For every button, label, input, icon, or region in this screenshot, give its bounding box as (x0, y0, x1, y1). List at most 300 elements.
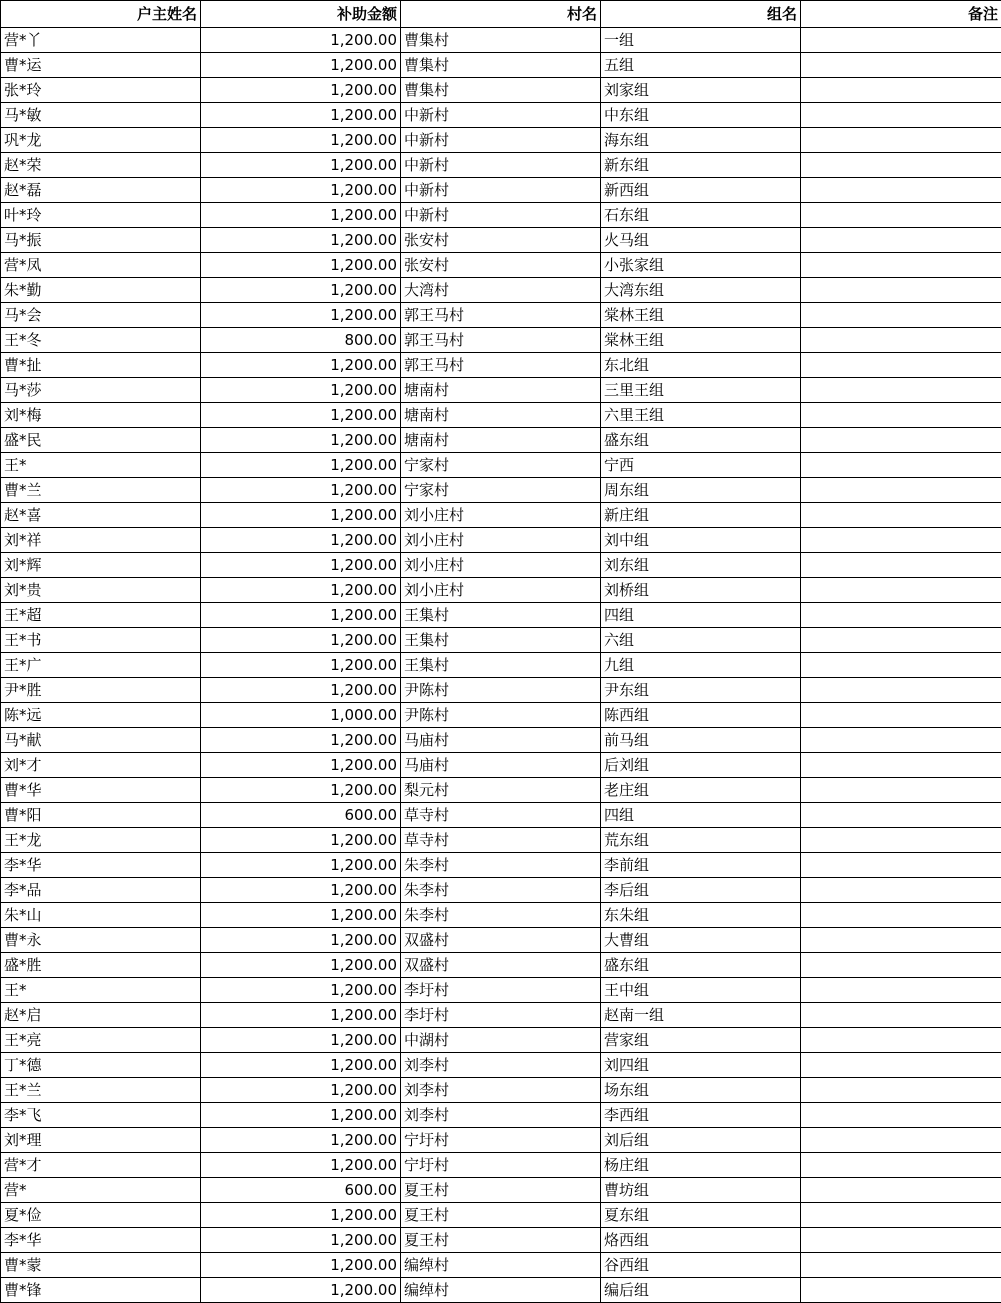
group-cell[interactable]: 后刘组 (601, 753, 801, 778)
village-cell[interactable]: 曹集村 (401, 53, 601, 78)
village-cell[interactable]: 朱李村 (401, 853, 601, 878)
subsidy-amount-cell[interactable]: 1,200.00 (201, 103, 401, 128)
subsidy-amount-cell[interactable]: 1,200.00 (201, 428, 401, 453)
group-cell[interactable]: 三里王组 (601, 378, 801, 403)
note-cell[interactable] (801, 1028, 1001, 1053)
subsidy-amount-cell[interactable]: 600.00 (201, 1178, 401, 1203)
village-cell[interactable]: 郭王马村 (401, 328, 601, 353)
village-cell[interactable]: 宁圩村 (401, 1128, 601, 1153)
household-name-cell[interactable]: 陈*远 (1, 703, 201, 728)
table-row (1, 653, 1001, 678)
household-name-cell[interactable]: 刘*才 (1, 753, 201, 778)
subsidy-amount-cell[interactable]: 1,200.00 (201, 1053, 401, 1078)
table-row (1, 553, 1001, 578)
household-name-cell[interactable]: 李*华 (1, 853, 201, 878)
household-name-cell[interactable]: 马*敏 (1, 103, 201, 128)
group-cell[interactable]: 场东组 (601, 1078, 801, 1103)
note-cell[interactable] (801, 328, 1001, 353)
note-cell[interactable] (801, 928, 1001, 953)
village-cell[interactable]: 宁家村 (401, 478, 601, 503)
group-cell[interactable]: 新庄组 (601, 503, 801, 528)
table-row (1, 1003, 1001, 1028)
subsidy-amount-cell[interactable]: 1,200.00 (201, 128, 401, 153)
table-row (1, 1128, 1001, 1153)
header-row (1, 1, 1001, 28)
village-cell[interactable]: 马庙村 (401, 728, 601, 753)
table-row (1, 78, 1001, 103)
table-row (1, 903, 1001, 928)
note-cell[interactable] (801, 978, 1001, 1003)
village-cell[interactable]: 曹集村 (401, 28, 601, 53)
note-cell[interactable] (801, 553, 1001, 578)
note-cell[interactable] (801, 603, 1001, 628)
subsidy-amount-cell[interactable]: 1,200.00 (201, 378, 401, 403)
table-row (1, 378, 1001, 403)
village-cell[interactable]: 尹陈村 (401, 678, 601, 703)
note-cell[interactable] (801, 953, 1001, 978)
group-cell[interactable]: 四组 (601, 803, 801, 828)
household-name-cell[interactable]: 马*振 (1, 228, 201, 253)
note-cell[interactable] (801, 878, 1001, 903)
subsidy-amount-cell[interactable]: 1,200.00 (201, 178, 401, 203)
village-cell[interactable]: 刘李村 (401, 1103, 601, 1128)
household-name-cell[interactable]: 盛*民 (1, 428, 201, 453)
note-cell[interactable] (801, 278, 1001, 303)
note-cell[interactable] (801, 1178, 1001, 1203)
table-row (1, 603, 1001, 628)
group-cell[interactable]: 中东组 (601, 103, 801, 128)
group-cell[interactable]: 五组 (601, 53, 801, 78)
village-cell[interactable]: 中新村 (401, 178, 601, 203)
household-name-cell[interactable]: 王* (1, 978, 201, 1003)
subsidy-amount-cell[interactable]: 1,200.00 (201, 1253, 401, 1278)
group-cell[interactable]: 李西组 (601, 1103, 801, 1128)
village-cell[interactable]: 郭王马村 (401, 353, 601, 378)
subsidy-amount-cell[interactable]: 1,200.00 (201, 353, 401, 378)
group-cell[interactable]: 陈西组 (601, 703, 801, 728)
note-cell[interactable] (801, 228, 1001, 253)
subsidy-amount-cell[interactable]: 1,200.00 (201, 1203, 401, 1228)
subsidy-amount-cell[interactable]: 1,200.00 (201, 728, 401, 753)
group-cell[interactable]: 荒东组 (601, 828, 801, 853)
group-cell[interactable]: 周东组 (601, 478, 801, 503)
note-cell[interactable] (801, 378, 1001, 403)
note-cell[interactable] (801, 628, 1001, 653)
household-name-cell[interactable]: 朱*勤 (1, 278, 201, 303)
note-cell[interactable] (801, 1203, 1001, 1228)
village-cell[interactable]: 夏王村 (401, 1178, 601, 1203)
table-row (1, 1078, 1001, 1103)
note-cell[interactable] (801, 1253, 1001, 1278)
note-cell[interactable] (801, 653, 1001, 678)
village-cell[interactable]: 张安村 (401, 253, 601, 278)
subsidy-amount-cell[interactable]: 1,200.00 (201, 503, 401, 528)
group-cell[interactable]: 李后组 (601, 878, 801, 903)
village-cell[interactable]: 宁圩村 (401, 1153, 601, 1178)
subsidy-amount-cell[interactable]: 1,200.00 (201, 903, 401, 928)
village-cell[interactable]: 中新村 (401, 128, 601, 153)
note-cell[interactable] (801, 828, 1001, 853)
group-cell[interactable]: 曹坊组 (601, 1178, 801, 1203)
village-cell[interactable]: 塘南村 (401, 403, 601, 428)
group-cell[interactable]: 东北组 (601, 353, 801, 378)
note-cell[interactable] (801, 403, 1001, 428)
note-cell[interactable] (801, 1053, 1001, 1078)
table-row (1, 28, 1001, 53)
household-name-cell[interactable]: 赵*喜 (1, 503, 201, 528)
village-cell[interactable]: 刘小庄村 (401, 503, 601, 528)
subsidy-amount-cell[interactable]: 1,000.00 (201, 703, 401, 728)
household-name-cell[interactable]: 王*龙 (1, 828, 201, 853)
group-cell[interactable]: 石东组 (601, 203, 801, 228)
note-cell[interactable] (801, 53, 1001, 78)
note-cell[interactable] (801, 1078, 1001, 1103)
table-row (1, 353, 1001, 378)
note-cell[interactable] (801, 853, 1001, 878)
village-cell[interactable]: 刘小庄村 (401, 578, 601, 603)
table-row (1, 203, 1001, 228)
note-cell[interactable] (801, 1228, 1001, 1253)
group-cell[interactable]: 新西组 (601, 178, 801, 203)
household-name-cell[interactable]: 曹*永 (1, 928, 201, 953)
subsidy-amount-cell[interactable]: 1,200.00 (201, 853, 401, 878)
household-name-cell[interactable]: 刘*理 (1, 1128, 201, 1153)
village-cell[interactable]: 编绰村 (401, 1253, 601, 1278)
group-cell[interactable]: 大曹组 (601, 928, 801, 953)
village-cell[interactable]: 王集村 (401, 628, 601, 653)
household-name-cell[interactable]: 王*冬 (1, 328, 201, 353)
group-cell[interactable]: 刘东组 (601, 553, 801, 578)
group-cell[interactable]: 盛东组 (601, 953, 801, 978)
household-name-cell[interactable]: 王*兰 (1, 1078, 201, 1103)
household-name-cell[interactable]: 王* (1, 453, 201, 478)
header-village[interactable]: 村名 (401, 1, 601, 28)
household-name-cell[interactable]: 朱*山 (1, 903, 201, 928)
note-cell[interactable] (801, 453, 1001, 478)
group-cell[interactable]: 九组 (601, 653, 801, 678)
village-cell[interactable]: 中新村 (401, 153, 601, 178)
subsidy-amount-cell[interactable]: 1,200.00 (201, 878, 401, 903)
household-name-cell[interactable]: 曹*锋 (1, 1278, 201, 1303)
household-name-cell[interactable]: 李*飞 (1, 1103, 201, 1128)
subsidy-amount-cell[interactable]: 1,200.00 (201, 478, 401, 503)
note-cell[interactable] (801, 478, 1001, 503)
group-cell[interactable]: 棠林王组 (601, 328, 801, 353)
group-cell[interactable]: 夏东组 (601, 1203, 801, 1228)
group-cell[interactable]: 刘家组 (601, 78, 801, 103)
village-cell[interactable]: 编绰村 (401, 1278, 601, 1303)
note-cell[interactable] (801, 253, 1001, 278)
group-cell[interactable]: 刘四组 (601, 1053, 801, 1078)
group-cell[interactable]: 盛东组 (601, 428, 801, 453)
note-cell[interactable] (801, 1003, 1001, 1028)
note-cell[interactable] (801, 728, 1001, 753)
household-name-cell[interactable]: 王*书 (1, 628, 201, 653)
household-name-cell[interactable]: 赵*启 (1, 1003, 201, 1028)
household-name-cell[interactable]: 夏*俭 (1, 1203, 201, 1228)
group-cell[interactable]: 新东组 (601, 153, 801, 178)
household-name-cell[interactable]: 营* (1, 1178, 201, 1203)
table-row (1, 753, 1001, 778)
subsidy-amount-cell[interactable]: 1,200.00 (201, 1028, 401, 1053)
table-row (1, 678, 1001, 703)
group-cell[interactable]: 一组 (601, 28, 801, 53)
note-cell[interactable] (801, 1103, 1001, 1128)
table-row (1, 1028, 1001, 1053)
household-name-cell[interactable]: 马*会 (1, 303, 201, 328)
household-name-cell[interactable]: 刘*祥 (1, 528, 201, 553)
table-row (1, 153, 1001, 178)
household-name-cell[interactable]: 马*献 (1, 728, 201, 753)
household-name-cell[interactable]: 尹*胜 (1, 678, 201, 703)
note-cell[interactable] (801, 678, 1001, 703)
subsidy-amount-cell[interactable]: 1,200.00 (201, 653, 401, 678)
group-cell[interactable]: 尹东组 (601, 678, 801, 703)
village-cell[interactable]: 中湖村 (401, 1028, 601, 1053)
table-row (1, 228, 1001, 253)
note-cell[interactable] (801, 703, 1001, 728)
subsidy-amount-cell[interactable]: 1,200.00 (201, 553, 401, 578)
subsidy-amount-cell[interactable]: 1,200.00 (201, 628, 401, 653)
village-cell[interactable]: 中新村 (401, 203, 601, 228)
note-cell[interactable] (801, 903, 1001, 928)
household-name-cell[interactable]: 盛*胜 (1, 953, 201, 978)
village-cell[interactable]: 双盛村 (401, 928, 601, 953)
village-cell[interactable]: 刘李村 (401, 1053, 601, 1078)
subsidy-amount-cell[interactable]: 1,200.00 (201, 1003, 401, 1028)
subsidy-amount-cell[interactable]: 1,200.00 (201, 53, 401, 78)
village-cell[interactable]: 梨元村 (401, 778, 601, 803)
table-row (1, 278, 1001, 303)
household-name-cell[interactable]: 李*华 (1, 1228, 201, 1253)
group-cell[interactable]: 前马组 (601, 728, 801, 753)
group-cell[interactable]: 谷西组 (601, 1253, 801, 1278)
group-cell[interactable]: 火马组 (601, 228, 801, 253)
village-cell[interactable]: 王集村 (401, 653, 601, 678)
note-cell[interactable] (801, 753, 1001, 778)
table-row (1, 853, 1001, 878)
subsidy-amount-cell[interactable]: 1,200.00 (201, 228, 401, 253)
note-cell[interactable] (801, 103, 1001, 128)
table-row (1, 1153, 1001, 1178)
table-row (1, 778, 1001, 803)
household-name-cell[interactable]: 马*莎 (1, 378, 201, 403)
subsidy-amount-cell[interactable]: 1,200.00 (201, 978, 401, 1003)
subsidy-amount-cell[interactable]: 1,200.00 (201, 303, 401, 328)
group-cell[interactable]: 营家组 (601, 1028, 801, 1053)
header-household-name[interactable]: 户主姓名 (1, 1, 201, 28)
table-row (1, 428, 1001, 453)
subsidy-amount-cell[interactable]: 1,200.00 (201, 203, 401, 228)
village-cell[interactable]: 朱李村 (401, 903, 601, 928)
group-cell[interactable]: 杨庄组 (601, 1153, 801, 1178)
village-cell[interactable]: 尹陈村 (401, 703, 601, 728)
header-subsidy-amount[interactable]: 补助金额 (201, 1, 401, 28)
note-cell[interactable] (801, 128, 1001, 153)
household-name-cell[interactable]: 赵*荣 (1, 153, 201, 178)
note-cell[interactable] (801, 528, 1001, 553)
village-cell[interactable]: 刘小庄村 (401, 553, 601, 578)
table-row (1, 878, 1001, 903)
household-name-cell[interactable]: 巩*龙 (1, 128, 201, 153)
group-cell[interactable]: 海东组 (601, 128, 801, 153)
household-name-cell[interactable]: 曹*兰 (1, 478, 201, 503)
household-name-cell[interactable]: 曹*蒙 (1, 1253, 201, 1278)
subsidy-amount-cell[interactable]: 1,200.00 (201, 778, 401, 803)
village-cell[interactable]: 王集村 (401, 603, 601, 628)
village-cell[interactable]: 中新村 (401, 103, 601, 128)
note-cell[interactable] (801, 1153, 1001, 1178)
group-cell[interactable]: 烙西组 (601, 1228, 801, 1253)
subsidy-amount-cell[interactable]: 1,200.00 (201, 928, 401, 953)
group-cell[interactable]: 刘后组 (601, 1128, 801, 1153)
note-cell[interactable] (801, 303, 1001, 328)
subsidy-amount-cell[interactable]: 1,200.00 (201, 678, 401, 703)
table-row (1, 53, 1001, 78)
note-cell[interactable] (801, 203, 1001, 228)
subsidy-amount-cell[interactable]: 1,200.00 (201, 1103, 401, 1128)
note-cell[interactable] (801, 178, 1001, 203)
note-cell[interactable] (801, 1278, 1001, 1303)
household-name-cell[interactable]: 曹*扯 (1, 353, 201, 378)
table-row (1, 328, 1001, 353)
household-name-cell[interactable]: 营*凤 (1, 253, 201, 278)
note-cell[interactable] (801, 28, 1001, 53)
subsidy-amount-cell[interactable]: 1,200.00 (201, 828, 401, 853)
village-cell[interactable]: 曹集村 (401, 78, 601, 103)
village-cell[interactable]: 刘小庄村 (401, 528, 601, 553)
group-cell[interactable]: 四组 (601, 603, 801, 628)
household-name-cell[interactable]: 赵*磊 (1, 178, 201, 203)
group-cell[interactable]: 小张家组 (601, 253, 801, 278)
household-name-cell[interactable]: 李*品 (1, 878, 201, 903)
subsidy-amount-cell[interactable]: 1,200.00 (201, 278, 401, 303)
group-cell[interactable]: 李前组 (601, 853, 801, 878)
household-name-cell[interactable]: 刘*辉 (1, 553, 201, 578)
table-row (1, 1178, 1001, 1203)
subsidy-amount-cell[interactable]: 1,200.00 (201, 453, 401, 478)
table-row (1, 178, 1001, 203)
household-name-cell[interactable]: 曹*运 (1, 53, 201, 78)
village-cell[interactable]: 张安村 (401, 228, 601, 253)
subsidy-amount-cell[interactable]: 1,200.00 (201, 28, 401, 53)
household-name-cell[interactable]: 王*广 (1, 653, 201, 678)
village-cell[interactable]: 塘南村 (401, 428, 601, 453)
table-row (1, 578, 1001, 603)
table-row (1, 1053, 1001, 1078)
household-name-cell[interactable]: 曹*阳 (1, 803, 201, 828)
village-cell[interactable]: 双盛村 (401, 953, 601, 978)
table-row (1, 1228, 1001, 1253)
subsidy-amount-cell[interactable]: 1,200.00 (201, 953, 401, 978)
group-cell[interactable]: 赵南一组 (601, 1003, 801, 1028)
village-cell[interactable]: 夏王村 (401, 1203, 601, 1228)
table-row (1, 1103, 1001, 1128)
household-name-cell[interactable]: 王*超 (1, 603, 201, 628)
household-name-cell[interactable]: 刘*贵 (1, 578, 201, 603)
group-cell[interactable]: 刘桥组 (601, 578, 801, 603)
note-cell[interactable] (801, 153, 1001, 178)
table-row (1, 253, 1001, 278)
subsidy-amount-cell[interactable]: 1,200.00 (201, 403, 401, 428)
village-cell[interactable]: 夏王村 (401, 1228, 601, 1253)
table-row (1, 1253, 1001, 1278)
subsidy-amount-cell[interactable]: 1,200.00 (201, 578, 401, 603)
header-note[interactable]: 备注 (801, 1, 1001, 28)
table-row (1, 803, 1001, 828)
group-cell[interactable]: 六里王组 (601, 403, 801, 428)
village-cell[interactable]: 塘南村 (401, 378, 601, 403)
header-group[interactable]: 组名 (601, 1, 801, 28)
village-cell[interactable]: 刘李村 (401, 1078, 601, 1103)
village-cell[interactable]: 李圩村 (401, 1003, 601, 1028)
subsidy-amount-cell[interactable]: 1,200.00 (201, 253, 401, 278)
group-cell[interactable]: 王中组 (601, 978, 801, 1003)
table-row (1, 1203, 1001, 1228)
village-cell[interactable]: 宁家村 (401, 453, 601, 478)
note-cell[interactable] (801, 1128, 1001, 1153)
subsidy-amount-cell[interactable]: 1,200.00 (201, 78, 401, 103)
village-cell[interactable]: 郭王马村 (401, 303, 601, 328)
group-cell[interactable]: 宁西 (601, 453, 801, 478)
subsidy-amount-cell[interactable]: 1,200.00 (201, 528, 401, 553)
group-cell[interactable]: 棠林王组 (601, 303, 801, 328)
table-row (1, 728, 1001, 753)
household-name-cell[interactable]: 王*亮 (1, 1028, 201, 1053)
village-cell[interactable]: 草寺村 (401, 803, 601, 828)
household-name-cell[interactable]: 张*玲 (1, 78, 201, 103)
group-cell[interactable]: 编后组 (601, 1278, 801, 1303)
table-row (1, 303, 1001, 328)
group-cell[interactable]: 东朱组 (601, 903, 801, 928)
subsidy-amount-cell[interactable]: 1,200.00 (201, 603, 401, 628)
village-cell[interactable]: 草寺村 (401, 828, 601, 853)
household-name-cell[interactable]: 营*丫 (1, 28, 201, 53)
household-name-cell[interactable]: 曹*华 (1, 778, 201, 803)
group-cell[interactable]: 老庄组 (601, 778, 801, 803)
note-cell[interactable] (801, 578, 1001, 603)
subsidy-amount-cell[interactable]: 1,200.00 (201, 1078, 401, 1103)
note-cell[interactable] (801, 428, 1001, 453)
subsidy-amount-cell[interactable]: 1,200.00 (201, 153, 401, 178)
subsidy-amount-cell[interactable]: 800.00 (201, 328, 401, 353)
group-cell[interactable]: 六组 (601, 628, 801, 653)
village-cell[interactable]: 马庙村 (401, 753, 601, 778)
village-cell[interactable]: 朱李村 (401, 878, 601, 903)
household-name-cell[interactable]: 叶*玲 (1, 203, 201, 228)
group-cell[interactable]: 刘中组 (601, 528, 801, 553)
subsidy-amount-cell[interactable]: 1,200.00 (201, 753, 401, 778)
note-cell[interactable] (801, 78, 1001, 103)
subsidy-amount-cell[interactable]: 600.00 (201, 803, 401, 828)
note-cell[interactable] (801, 803, 1001, 828)
note-cell[interactable] (801, 778, 1001, 803)
village-cell[interactable]: 大湾村 (401, 278, 601, 303)
household-name-cell[interactable]: 刘*梅 (1, 403, 201, 428)
household-name-cell[interactable]: 丁*德 (1, 1053, 201, 1078)
subsidy-amount-cell[interactable]: 1,200.00 (201, 1228, 401, 1253)
table-row (1, 478, 1001, 503)
note-cell[interactable] (801, 353, 1001, 378)
subsidy-amount-cell[interactable]: 1,200.00 (201, 1153, 401, 1178)
village-cell[interactable]: 李圩村 (401, 978, 601, 1003)
note-cell[interactable] (801, 503, 1001, 528)
subsidy-amount-cell[interactable]: 1,200.00 (201, 1278, 401, 1303)
subsidy-amount-cell[interactable]: 1,200.00 (201, 1128, 401, 1153)
household-name-cell[interactable]: 营*才 (1, 1153, 201, 1178)
table-row (1, 928, 1001, 953)
group-cell[interactable]: 大湾东组 (601, 278, 801, 303)
